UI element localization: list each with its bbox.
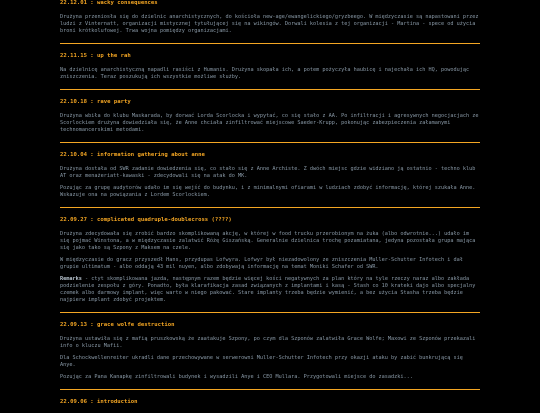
- entry-paragraph: Drużyna wbiła do klubu Maskarada, by dorwać Lorda Scorlocka i wypytać, co się stało z AA. Po infiltracji i agresywnych negocjacjach ze Scorlockiem drużyna dowiedziała się, że Anne chciała zinfiltrować miejscowe Saeder-Krupp, pokonując zabezpieczenia załamanymi technomancerskimi metodami.: [60, 113, 479, 133]
- entry-title: 22.10.04 : information gathering about anne: [60, 152, 205, 158]
- entry-title: 22.09.06 : introduction: [60, 399, 138, 405]
- entry-paragraph: Drużyna zdecydowała się zrobić bardzo skomplikowaną akcję, w której w food trucku przerobionym na żuka (albo odwrotnie...) udało im się pojmać Winstona, a w międzyczasie zalatwić Różę Giszańską. Generalnie dzielnica trochę pozamiatana, jedyna pozostała grupa mająca się jako tako są Szpony z Maksem na czele.: [60, 231, 476, 251]
- log-entry: [60, 152, 480, 208]
- entry-paragraph: Na dzielnicę anarchistyczną napadli rasiści z Humanis. Drużyna skopała ich, a potem pożyczyła haubicę i najechała ich HQ, powodując zniszczenia. Teraz poszukują ich wszystkie możliwe służby.: [60, 67, 470, 80]
- entry-title: 22.09.27 : complicated quadruple-doublecross (????): [60, 217, 232, 223]
- log-entry: [60, 322, 480, 390]
- entry-paragraph: Pozując za grupę audytorów udało im się wejść do budynku, i z minimalnymi ofiarami w ludziach zdobyć informację, której szukała Anne. Wskazuje ona na powiązania z Lordem Scorlockiem.: [60, 185, 476, 198]
- entry-title: 22.10.18 : rave party: [60, 99, 131, 105]
- entry-paragraph: Dla Schockwellenreiter ukradli dane przechowywane w serwerowni Muller-Schutter Infotech przy okazji ataku by zabić bunkrującą się Anye.: [60, 355, 463, 368]
- log-entry: [60, 217, 480, 313]
- separator: [60, 312, 480, 313]
- separator: [60, 142, 480, 143]
- log-entry: [60, 0, 480, 44]
- entry-title: 22.09.13 : grace wolfe destruction: [60, 322, 175, 328]
- entry-paragraph: Drużyna przeniosła się do dzielnic anarchistycznych, do kościoła new-age/ewangelickiego/gryzbeego. W międzyczasie są napastowani przez ludzi z Vinternatt, organizacji mistycznej tytułującej się na wikingów. Dorwali kolesia z tej organizacji - Martina - spece od użycia broni krótkolufowej. Trwa wojna pomiędzy organizacjami.: [60, 14, 479, 34]
- remarks-label: Remarks: [60, 276, 82, 282]
- separator: [60, 43, 480, 44]
- separator: [60, 89, 480, 90]
- entry-paragraph: Pozując za Pana Kanapkę zinfiltrowali budynek i wysadzili Anye i CEO Mullara. Przygotowali miejsce do zasadzki...: [60, 374, 413, 380]
- separator: [60, 207, 480, 208]
- session-log: [60, 0, 480, 413]
- entry-title: 22.11.15 : up the rah: [60, 53, 131, 59]
- log-entry: [60, 53, 480, 90]
- entry-title: 22.12.01 : wacky consequences: [60, 0, 158, 6]
- entry-paragraph: W międzyczasie do gracz przyszedł Hans, przydupas Lofwyra. Lofwyr był niezadowolony ze zniszczenia Muller-Schutter Infotech i dał grupie ultimatum - albo oddają 43 mil nuyen, albo zdobywają informację na temat Moniki Schafer od SWR.: [60, 257, 463, 270]
- separator: [60, 389, 480, 390]
- entry-paragraph: Drużyna ustawiła się z mafią pruszkowską że zaatakuje Szpony, po czym dla Szponów zalatwiła Grace Wolfe; Maxowi ze Szponów przekazali info o kluczu Mafii.: [60, 336, 476, 349]
- entry-paragraph: Drużyna dostała od SWR zadanie dowiedzenia się, co stało się z Anne Archiste. Z dwóch miejsc gdzie widziano ją ostatnio - techno klub AT oraz menażeriatt-kawaski - zdecydowali się na atak do MK.: [60, 166, 476, 179]
- log-entry: [60, 99, 480, 143]
- entry-paragraph: Remarks - ctyt skomplikowana jazda, następnym razem będzie więcej kości negatywnych za plan który na tyle rzeczy naraz albo zakłada podzielenie zespołu z góry. Ponadto, była klarafikacja zasad związanych z implantami i kasą - Stash co 10 krateki dajo albo specjalny czemek albo darmowy implant, więc warto w niego pakować. Stare implanty trzeba będzie wymienić, a bez użycia Stasha trzeba będzie najpierw implant zdobyć projektem.: [60, 276, 476, 303]
